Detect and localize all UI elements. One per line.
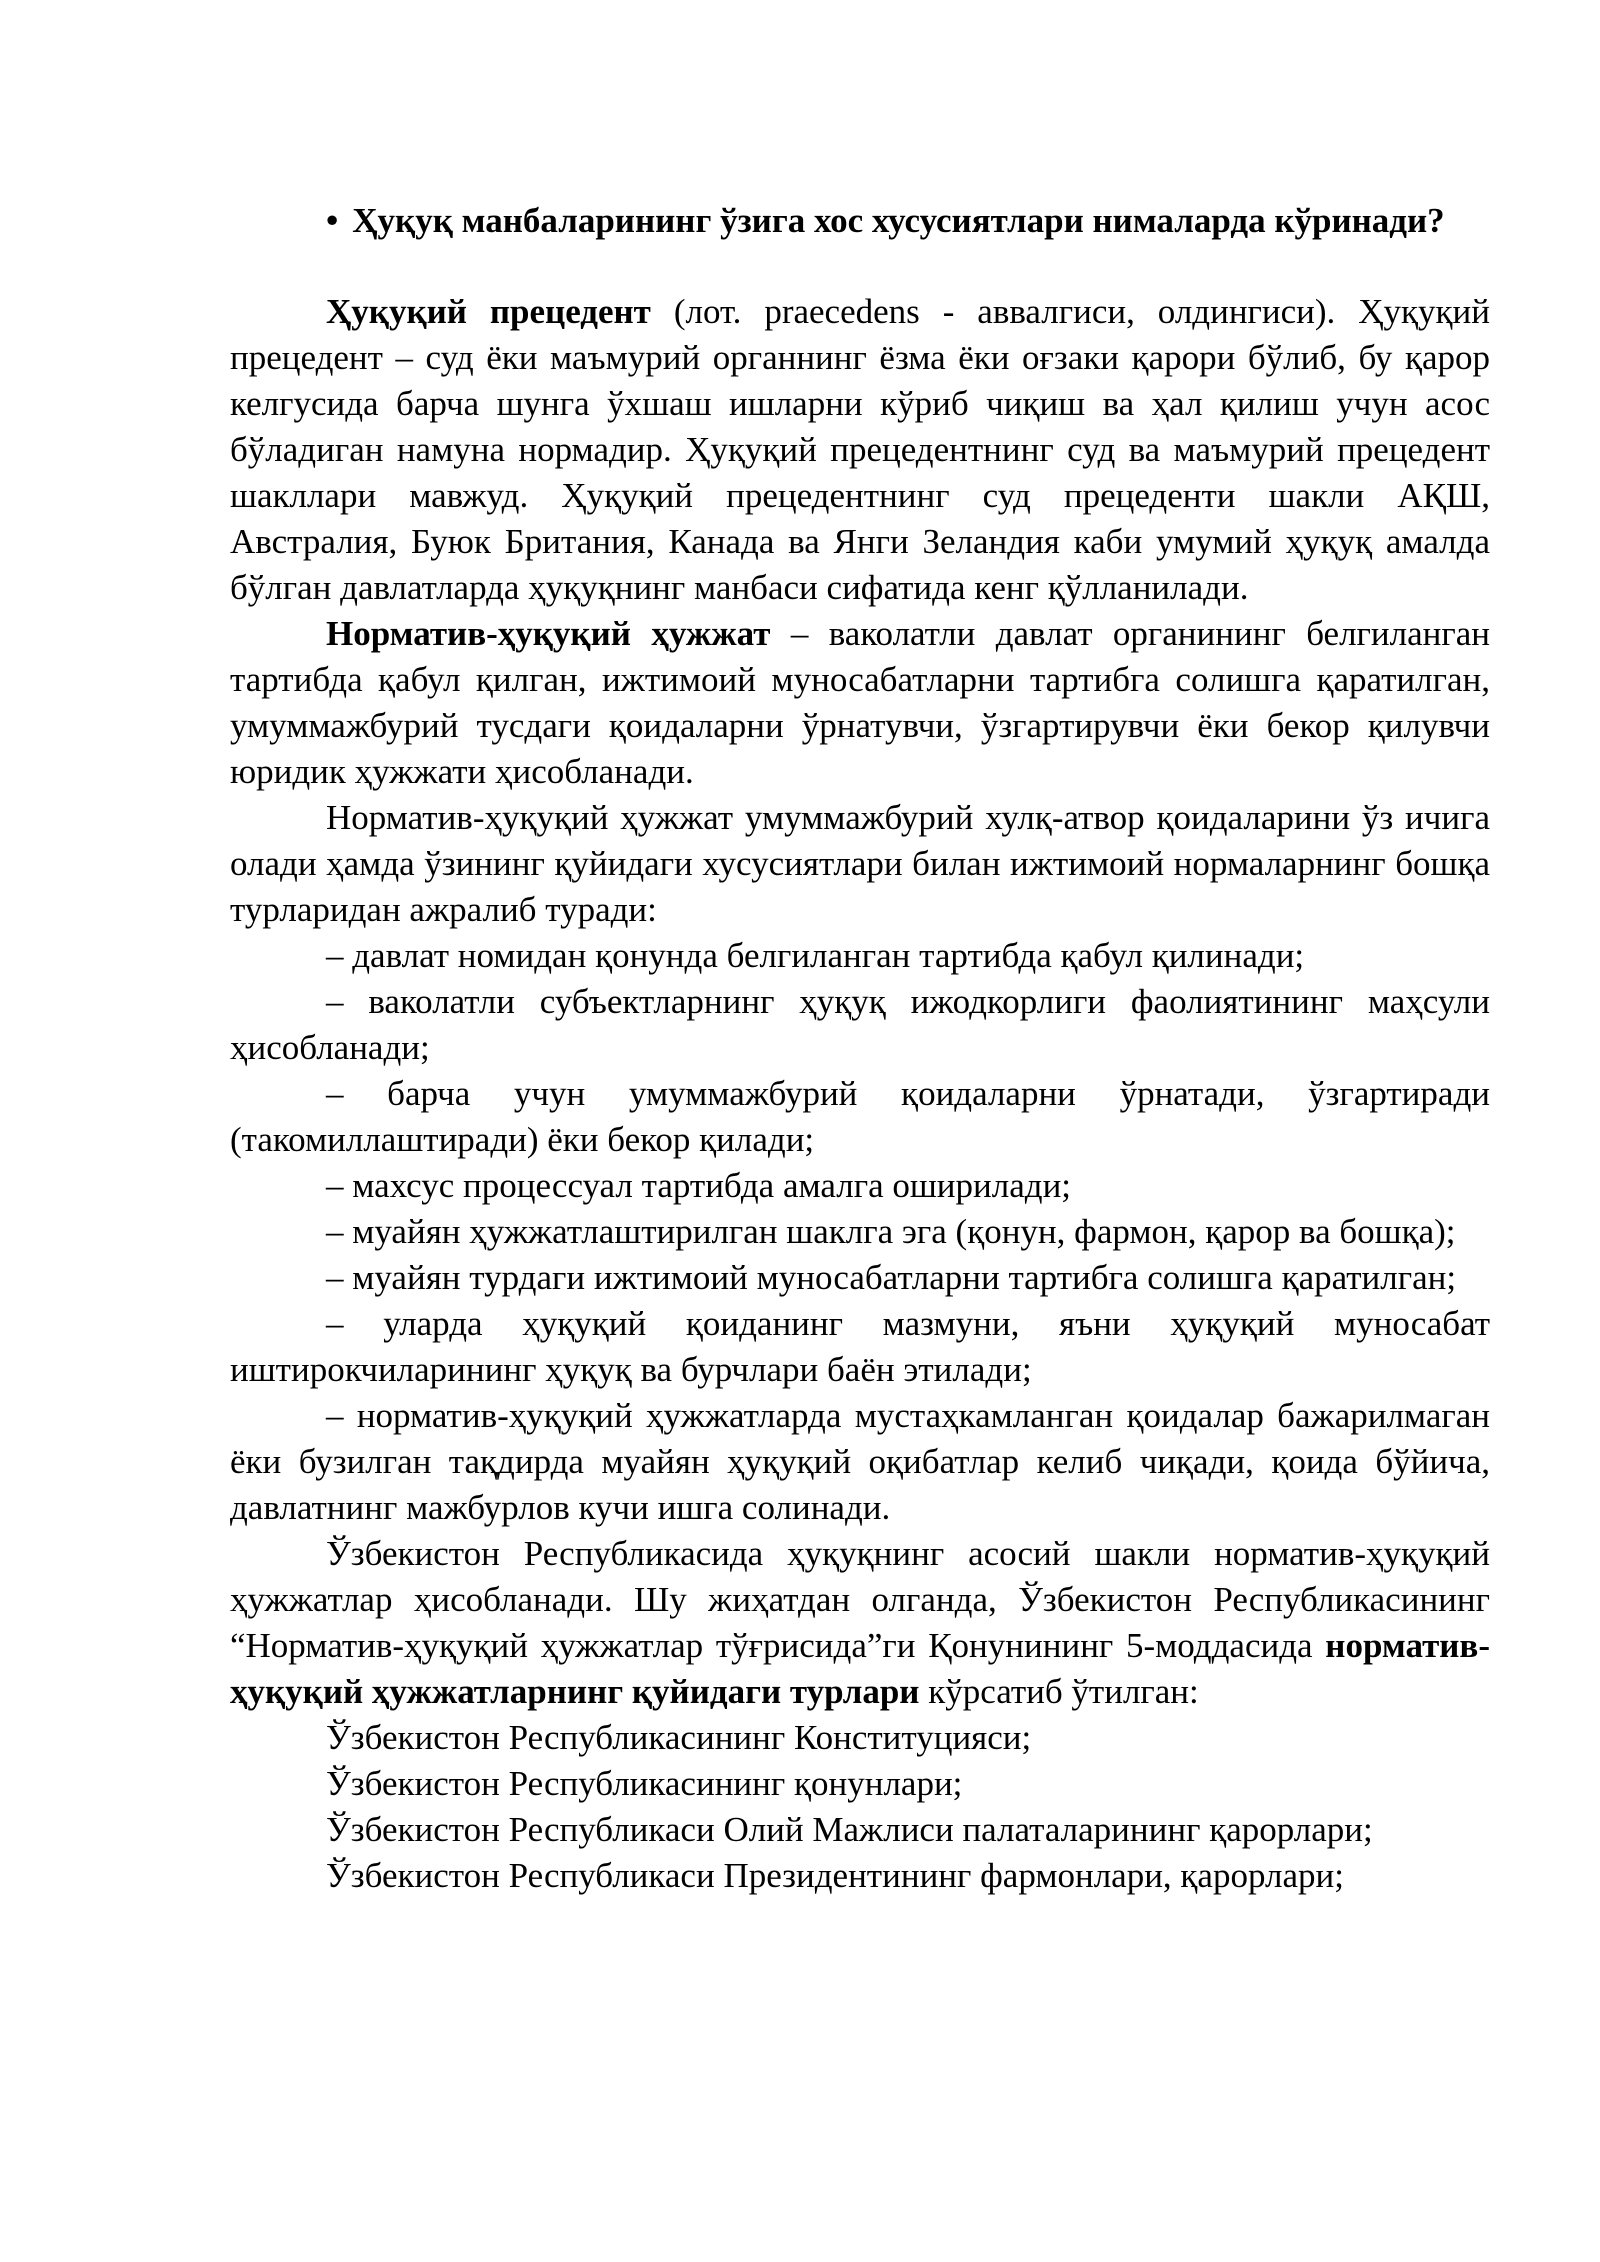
paragraph-normative-act xyxy=(230,611,1490,795)
closing-text-after: кўрсатиб ўтилган: xyxy=(919,1672,1199,1711)
feature-item: – барча учун умуммажбурий қоидаларни ўрнатади, ўзгартиради (такомиллаштиради) ёки бекор қилади; xyxy=(230,1074,1490,1159)
term-normative-act: Норматив-ҳуқуқий ҳужжат xyxy=(326,614,771,653)
feature-item: – муайян турдаги ижтимоий муносабатларни тартибга солишга қаратилган; xyxy=(326,1258,1457,1297)
feature-item: – ваколатли субъектларнинг ҳуқуқ ижодкорлиги фаолиятининг маҳсули ҳисобланади; xyxy=(230,982,1490,1067)
feature-item: – давлат номидан қонунда белгиланган тартибда қабул қилинади; xyxy=(326,936,1305,975)
section-heading-text: Ҳуқуқ манбаларининг ўзига хос хусусиятлари нималарда кўринади? xyxy=(352,201,1445,240)
feature-item: – муайян ҳужжатлаштирилган шаклга эга (қонун, фармон, қарор ва бошқа); xyxy=(326,1212,1456,1251)
act-type-item: Ўзбекистон Республикасининг қонунлари; xyxy=(326,1764,963,1803)
act-type-item: Ўзбекистон Республикаси Президентининг фармонлари, қарорлари; xyxy=(326,1856,1344,1895)
bullet-icon: • xyxy=(326,201,339,240)
document-body xyxy=(230,198,1490,1899)
paragraph-precedent xyxy=(230,289,1490,611)
closing-bold: норматив-ҳуқуқий ҳужжатларнинг қуйидаги турлари xyxy=(230,1626,1490,1711)
paragraph-normative-act-text: – ваколатли давлат органининг белгиланган тартибда қабул қилган, ижтимоий муносабатларни тартибга солишга қаратилган, умуммажбурий тусдаги қоидаларни ўрнатувчи, ўзгартирувчи ёки бекор қилувчи юридик ҳужжати ҳисобланади. xyxy=(230,614,1490,791)
spacer xyxy=(230,244,1490,289)
feature-item: – уларда ҳуқуқий қоиданинг мазмуни, яъни ҳуқуқий муносабат иштирокчиларининг ҳуқуқ ва бурчлари баён этилади; xyxy=(230,1304,1490,1389)
feature-item: – норматив-ҳуқуқий ҳужжатларда мустаҳкамланган қоидалар бажарилмаган ёки бузилган тақдирда муайян ҳуқуқий оқибатлар келиб чиқади, қоида бўйича, давлатнинг мажбурлов кучи ишга солинади. xyxy=(230,1396,1490,1527)
paragraph-closing xyxy=(230,1531,1490,1715)
term-precedent: Ҳуқуқий прецедент xyxy=(326,292,651,331)
feature-item: – махсус процессуал тартибда амалга оширилади; xyxy=(326,1166,1072,1205)
closing-text-before: Ўзбекистон Республикасида ҳуқуқнинг асосий шакли норматив-ҳуқуқий ҳужжатлар ҳисобланади. Шу жиҳатдан олганда, Ўзбекистон Республикасининг “Норматив-ҳуқуқий ҳужжатлар тўғрисида”ги Қонунининг 5-моддасида xyxy=(230,1534,1490,1665)
section-heading xyxy=(230,198,1490,244)
act-type-item: Ўзбекистон Республикаси Олий Мажлиси палаталарининг қарорлари; xyxy=(326,1810,1373,1849)
act-type-item: Ўзбекистон Республикасининг Конституцияси; xyxy=(326,1718,1032,1757)
paragraph-precedent-text: (лот. praecedens - аввалгиси, олдингиси). Ҳуқуқий прецедент – суд ёки маъмурий органнинг ёзма ёки оғзаки қарори бўлиб, бу қарор келгусида барча шунга ўхшаш ишларни кўриб чиқиш ва ҳал қилиш учун асос бўладиган намуна нормадир. Ҳуқуқий прецедентнинг суд ва маъмурий прецедент шакллари мавжуд. Ҳуқуқий прецедентнинг суд прецеденти шакли АҚШ, Австралия, Буюк Британия, Канада ва Янги Зеландия каби умумий ҳуқуқ амалда бўлган давлатларда ҳуқуқнинг манбаси сифатида кенг қўлланилади. xyxy=(230,292,1490,607)
paragraph-features-intro: Норматив-ҳуқуқий ҳужжат умуммажбурий хулқ-атвор қоидаларини ўз ичига олади ҳамда ўзининг қуйидаги хусусиятлари билан ижтимоий нормаларнинг бошқа турларидан ажралиб туради: xyxy=(230,798,1490,929)
